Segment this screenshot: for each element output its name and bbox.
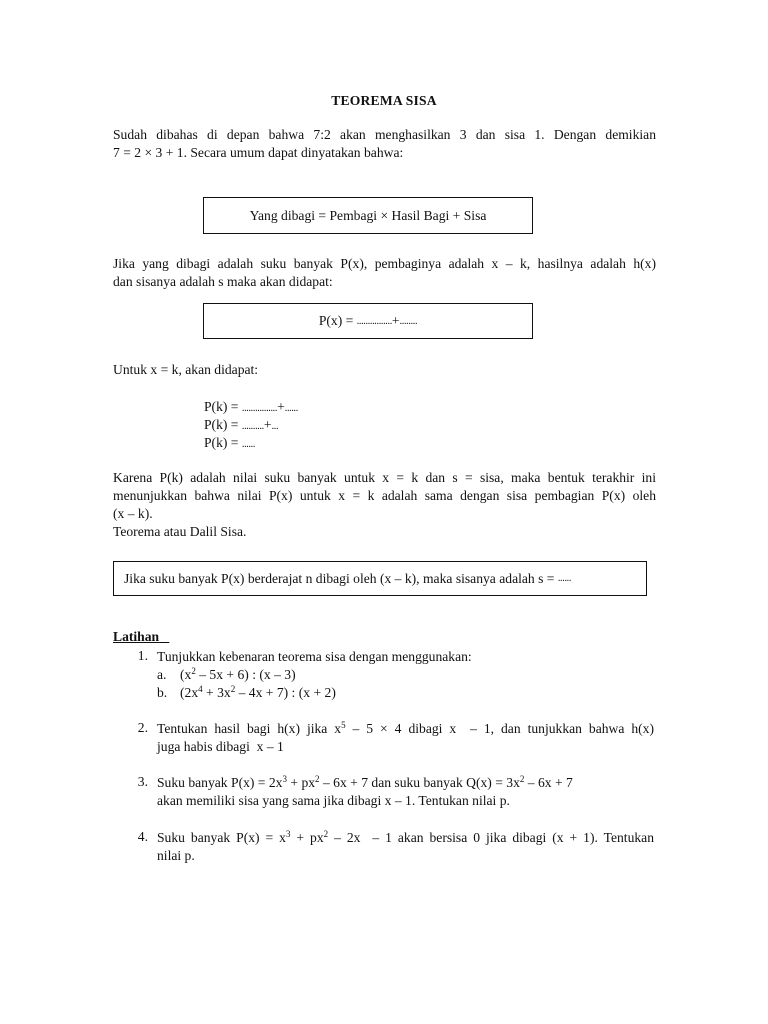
pk-2-blank-2: ... (271, 421, 279, 432)
exercise-4-text (157, 829, 654, 865)
exercise-3-part: – 6x + 7 dan suku banyak Q(x) = 3x (319, 775, 520, 790)
exercise-1a-part: (x (180, 667, 192, 682)
exercise-4-exponent: 2 (323, 829, 329, 839)
exercise-1b-part: + 3x (202, 685, 231, 700)
exercise-2-line-2: juga habis dibagi x – 1 (157, 739, 284, 754)
px-plus: + (391, 313, 400, 328)
explanation-paragraph (113, 469, 656, 541)
pk-3-blank-1: ...... (241, 439, 256, 450)
exercise-1b-expression (180, 684, 336, 702)
pk-line-3 (204, 434, 255, 454)
exercise-4-exponent: 3 (285, 829, 291, 839)
pk-2-blank-1: .......... (241, 421, 264, 432)
exercise-1b-label: b. (157, 685, 168, 700)
exercise-1b-exponent: 2 (230, 684, 236, 694)
latihan-heading (113, 629, 169, 645)
exercise-1-text: Tunjukkan kebenaran teorema sisa dengan menggunakan: (157, 649, 472, 664)
intro-line-2: 7 = 2 × 3 + 1. Secara umum dapat dinyatakan bahwa: (113, 145, 404, 160)
px-blank-1: ................ (356, 315, 392, 327)
px-formula-box (203, 303, 533, 339)
theorem-blank: ...... (557, 573, 572, 584)
exercise-4-part: + px (290, 830, 324, 845)
explanation-line-2: menunjukkan bahwa nilai P(x) untuk x = k adalah sama dengan sisa pembagian P(x) oleh (113, 488, 656, 503)
exercise-3-part: – 6x + 7 (524, 775, 573, 790)
theorem-text: Jika suku banyak P(x) berderajat n dibagi oleh (x – k), maka sisanya adalah s = (124, 570, 558, 586)
explanation-line-3: (x – k). (113, 506, 153, 521)
formula-text: Yang dibagi = Pembagi × Hasil Bagi + Sisa (249, 207, 487, 223)
exercise-4-part: Suku banyak P(x) = x (157, 830, 286, 845)
exercise-1a-label: a. (157, 667, 167, 682)
exercise-4-part: – 2x – 1 akan bersisa 0 jika dibagi (x + 1). Tentukan (328, 830, 654, 845)
intro-paragraph (113, 126, 656, 162)
exercise-1a-exponent: 2 (191, 666, 196, 676)
pk-line-2 (204, 416, 278, 436)
exercise-2-part: – 5 × 4 dibagi x – 1, dan tunjukkan bahwa h(x) (345, 721, 654, 736)
definition-paragraph (113, 255, 656, 291)
exercise-3-part: + px (286, 775, 316, 790)
exercise-2-exponent: 5 (341, 720, 346, 730)
latihan-heading-text: Latihan (113, 629, 160, 644)
intro-line-1: Sudah dibahas di depan bahwa 7:2 akan menghasilkan 3 dan sisa 1. Dengan demikian (113, 127, 656, 142)
pk-1-blank-2: ...... (284, 403, 298, 414)
exercise-1b-exponent: 4 (198, 684, 203, 694)
exercise-3-exponent: 3 (282, 774, 287, 784)
pk-2-plus: + (263, 417, 272, 432)
formula-box (203, 197, 533, 234)
exercise-1b-part: – 4x + 7) : (x + 2) (235, 685, 336, 700)
exercise-3-line-2: akan memiliki sisa yang sama jika dibagi x – 1. Tentukan nilai p. (157, 793, 510, 808)
pk-1-plus: + (277, 399, 285, 414)
definition-line-2: dan sisanya adalah s maka akan didapat: (113, 274, 333, 289)
exercise-3-exponent: 2 (519, 774, 525, 784)
definition-line-1: Jika yang dibagi adalah suku banyak P(x), pembaginya adalah x – k, hasilnya adalah h(x) (113, 256, 656, 271)
px-blank-2: ........ (399, 315, 418, 327)
exercise-1b-part: (2x (180, 685, 199, 700)
exercise-1a-part: – 5x + 6) : (x – 3) (195, 667, 296, 682)
page-title: TEOREMA SISA (331, 93, 437, 108)
theorem-label: Teorema atau Dalil Sisa. (113, 524, 247, 539)
exercise-3-part: Suku banyak P(x) = 2x (157, 775, 283, 790)
px-lhs: P(x) = (318, 313, 357, 328)
untuk-line: Untuk x = k, akan didapat: (113, 362, 259, 377)
exercise-2-number: 2. (137, 720, 148, 735)
pk-1-blank-1: ................ (241, 403, 278, 414)
exercise-4-line-2: nilai p. (157, 848, 195, 863)
exercise-1-number: 1. (137, 648, 148, 663)
exercise-3-line-1 (157, 774, 632, 792)
exercise-1a-expression (180, 666, 296, 684)
exercise-4-number: 4. (137, 829, 148, 844)
pk-3-lhs: P(k) = (204, 435, 242, 450)
exercise-2-line-1 (157, 720, 654, 738)
exercise-4-line-1 (157, 829, 654, 847)
exercise-2-part: Tentukan hasil bagi h(x) jika x (157, 721, 342, 736)
pk-line-1 (204, 398, 298, 418)
exercise-3-exponent: 2 (315, 774, 320, 784)
exercise-2-text (157, 720, 654, 756)
pk-1-lhs: P(k) = (204, 399, 242, 414)
pk-2-lhs: P(k) = (204, 417, 242, 432)
explanation-line-1: Karena P(k) adalah nilai suku banyak untuk x = k dan s = sisa, maka bentuk terakhir ini (113, 470, 656, 485)
theorem-box (113, 561, 647, 596)
exercise-3-number: 3. (137, 774, 148, 789)
exercise-3-text (157, 774, 632, 810)
